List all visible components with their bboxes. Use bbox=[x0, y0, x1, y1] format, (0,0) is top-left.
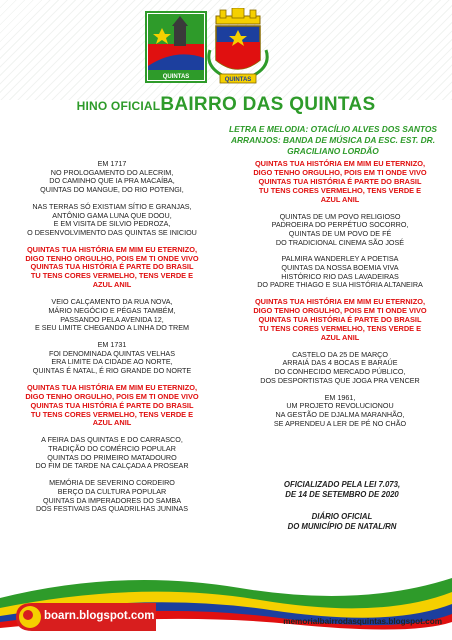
title-block bbox=[0, 94, 452, 116]
lyric-line: ANTÔNIO GAMA LUNA QUE DOOU, bbox=[52, 210, 172, 220]
lyric-line: AZUL ANIL bbox=[92, 418, 132, 428]
lyric-line: E EM VISITA DE SILVIO PEDROZA, bbox=[53, 219, 171, 229]
lyric-line: DIGO TENHO ORGULHO, POIS EM TI ONDE VIVO bbox=[253, 306, 427, 316]
lyric-line: QUINTAS TUA HISTÓRIA É PARTE DO BRASIL bbox=[258, 314, 422, 324]
lyric-line: ERA LIMITE DA CIDADE AO NORTE, bbox=[51, 357, 173, 367]
lyric-line: QUINTAS DA IMPERADORES DO SAMBA bbox=[42, 495, 182, 505]
lyric-line: DIGO TENHO ORGULHO, POIS EM TI ONDE VIVO bbox=[253, 167, 427, 177]
lyric-line: PALMIRA WANDERLEY A POETISA bbox=[281, 254, 399, 264]
verse-stanza bbox=[240, 351, 440, 386]
verse-stanza bbox=[12, 298, 212, 333]
official-note bbox=[242, 480, 442, 532]
lyric-line: DIGO TENHO ORGULHO, POIS EM TI ONDE VIVO bbox=[25, 253, 199, 263]
lyric-line: QUINTAS TUA HISTÓRIA É PARTE DO BRASIL bbox=[258, 176, 422, 186]
chorus-stanza bbox=[12, 384, 212, 429]
quintas-crest bbox=[209, 8, 267, 83]
memorial-site-link[interactable]: memorialbairrodasquintas.blogspot.com bbox=[283, 617, 442, 626]
lyric-line: HISTÓRICO RIO DAS LAVADEIRAS bbox=[281, 271, 399, 281]
lyric-line: AZUL ANIL bbox=[320, 194, 360, 204]
verse-stanza bbox=[240, 255, 440, 290]
lyric-line: TRADIÇÃO DO COMÉRCIO POPULAR bbox=[48, 444, 176, 454]
lyric-line: BERÇO DA CULTURA POPULAR bbox=[57, 486, 167, 496]
lyric-line: QUINTAS TUA HISTÓRIA EM MIM EU ETERNIZO, bbox=[26, 244, 198, 254]
official-date: DE 14 DE SETEMBRO DE 2020 bbox=[285, 490, 399, 499]
lyric-line: SE APRENDEU A LER DE PÉ NO CHÃO bbox=[273, 418, 407, 428]
page-title: BAIRRO DAS QUINTAS bbox=[160, 94, 376, 115]
blog-link[interactable] bbox=[44, 610, 155, 622]
credit-arrangement: ARRANJOS: BANDA DE MÚSICA DA ESC. EST. DR. GRACILIANO LORDÃO bbox=[230, 135, 436, 156]
emblem-label: QUINTAS bbox=[162, 74, 190, 80]
verse-stanza bbox=[240, 213, 440, 248]
lyric-line: PADROEIRA DO PERPÉTUO SOCORRO, bbox=[271, 220, 409, 230]
lyric-line: AZUL ANIL bbox=[320, 332, 360, 342]
lyric-line: NO PROLOGAMENTO DO ALECRIM, bbox=[50, 167, 174, 177]
lyric-line: O DESENVOLVIMENTO DAS QUINTAS SE INICIOU bbox=[27, 227, 197, 237]
lyric-line: TU TENS CORES VERMELHO, TENS VERDE E bbox=[30, 271, 194, 281]
lyric-line: TU TENS CORES VERMELHO, TENS VERDE E bbox=[30, 409, 194, 419]
lyric-line: DO PADRE THIAGO E SUA HISTÓRIA ALTANEIRA bbox=[257, 280, 423, 290]
crest-label: QUINTAS bbox=[224, 77, 252, 83]
lyric-line: QUINTAS TUA HISTÓRIA É PARTE DO BRASIL bbox=[30, 262, 194, 272]
lyrics-left-column bbox=[12, 160, 212, 522]
lyric-line: NA GESTÃO DE DJALMA MARANHÃO, bbox=[275, 409, 405, 419]
lyric-line: NAS TERRAS SÓ EXISTIAM SÍTIO E GRANJAS, bbox=[32, 201, 192, 211]
bairro-logos bbox=[144, 8, 270, 88]
lyric-line: QUINTAS TUA HISTÓRIA EM MIM EU ETERNIZO, bbox=[254, 297, 426, 307]
lyric-line: DOS DESPORTISTAS QUE JOGA PRA VENCER bbox=[260, 375, 420, 385]
lyric-line: ARRAIÁ DAS 4 BOCAS E BARAÚE bbox=[282, 358, 398, 368]
lyric-line: DO TRADICIONAL CINEMA SÃO JOSÉ bbox=[275, 237, 405, 247]
lyric-line: PASSANDO PELA AVENIDA 12, bbox=[60, 314, 164, 324]
lyric-line: MÁRIO NEGÓCIO E PÉGAS TAMBÉM, bbox=[48, 305, 176, 315]
lyric-line: TU TENS CORES VERMELHO, TENS VERDE E bbox=[258, 185, 422, 195]
lyric-line: EM 1731 bbox=[97, 339, 127, 349]
credit-lyrics: LETRA E MELODIA: OTACÍLIO ALVES DOS SANTOS bbox=[229, 124, 437, 134]
hino-label: HINO OFICIAL bbox=[76, 99, 161, 113]
lyric-line: EM 1961, bbox=[324, 392, 356, 402]
verse-stanza bbox=[12, 160, 212, 195]
lyric-line: A FEIRA DAS QUINTAS E DO CARRASCO, bbox=[41, 435, 183, 445]
lyric-line: DO CAMINHO QUE IA PRA MACAÍBA, bbox=[49, 176, 175, 186]
official-diario: DIÁRIO OFICIAL bbox=[311, 512, 373, 521]
lyric-line: QUINTAS DE UM POVO RELIGIOSO bbox=[279, 211, 401, 221]
lyric-line: DOS FESTIVAIS DAS QUADRILHAS JUNINAS bbox=[35, 504, 189, 514]
official-law: OFICIALIZADO PELA LEI 7.073, bbox=[283, 480, 401, 489]
lyric-line: FOI DENOMINADA QUINTAS VELHAS bbox=[48, 348, 176, 358]
lyric-line: QUINTAS DO PRIMEIRO MATADOURO bbox=[47, 452, 177, 462]
verse-stanza bbox=[240, 394, 440, 429]
chorus-stanza bbox=[12, 246, 212, 291]
lyrics-right-column bbox=[240, 160, 440, 436]
lyric-line: QUINTAS DO MANGUE, DO RIO POTENGI, bbox=[40, 185, 184, 195]
lyric-line: DIGO TENHO ORGULHO, POIS EM TI ONDE VIVO bbox=[25, 391, 199, 401]
chorus-stanza bbox=[240, 160, 440, 205]
lyric-line: VEIO CALÇAMENTO DA RUA NOVA, bbox=[51, 297, 173, 307]
lyric-line: EM 1717 bbox=[97, 159, 127, 168]
lyric-line: QUINTAS É NATAL, É RIO GRANDE DO NORTE bbox=[32, 366, 192, 376]
chorus-stanza bbox=[240, 298, 440, 343]
lyric-line: CASTELO DA 25 DE MARÇO bbox=[292, 349, 388, 359]
lyric-line: E SEU LIMITE CHEGANDO A LINHA DO TREM bbox=[34, 323, 190, 333]
lyric-line: DO FIM DE TARDE NA CALÇADA A PROSEAR bbox=[35, 461, 189, 471]
verse-stanza bbox=[12, 203, 212, 238]
lyric-line: QUINTAS TUA HISTÓRIA EM MIM EU ETERNIZO, bbox=[254, 159, 426, 168]
lyric-line: QUINTAS TUA HISTÓRIA EM MIM EU ETERNIZO, bbox=[26, 382, 198, 392]
lyric-line: DO CONHECIDO MERCADO PÚBLICO, bbox=[274, 367, 406, 377]
quintas-emblem bbox=[146, 12, 206, 82]
lyric-line: AZUL ANIL bbox=[92, 280, 132, 290]
official-municipio: DO MUNICÍPIO DE NATAL/RN bbox=[287, 522, 397, 531]
lyric-line: TU TENS CORES VERMELHO, TENS VERDE E bbox=[258, 323, 422, 333]
credits bbox=[218, 124, 448, 157]
verse-stanza bbox=[12, 341, 212, 376]
lyric-line: QUINTAS DA NOSSA BOEMIA VIVA bbox=[281, 263, 399, 273]
verse-stanza bbox=[12, 479, 212, 514]
lyric-line: QUINTAS TUA HISTÓRIA É PARTE DO BRASIL bbox=[30, 400, 194, 410]
blog-prefix: boa bbox=[44, 610, 65, 622]
verse-stanza bbox=[12, 436, 212, 471]
blog-suffix: rn.blogspot.com bbox=[64, 610, 155, 622]
lyric-line: UM PROJETO REVOLUCIONOU bbox=[286, 401, 394, 411]
lyric-line: QUINTAS DE UM POVO DE FÉ bbox=[288, 228, 392, 238]
lyric-line: MEMÓRIA DE SEVERINO CORDEIRO bbox=[49, 478, 175, 488]
